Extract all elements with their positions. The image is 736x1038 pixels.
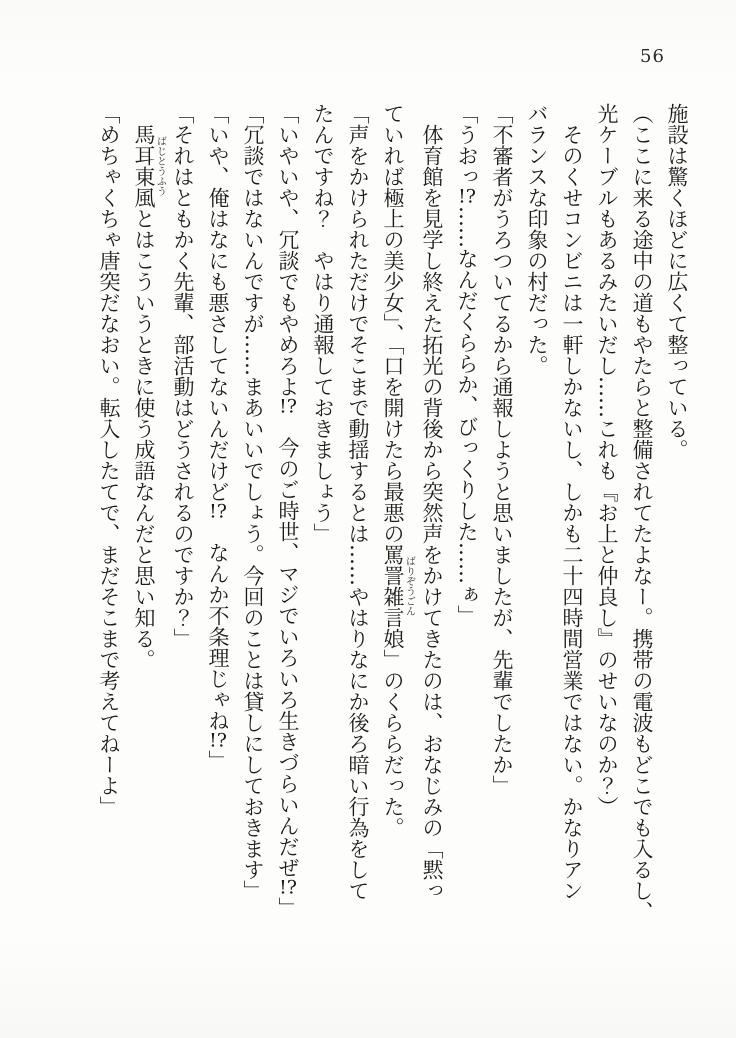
text-line: 「不審者がうろついてるから通報しようと思いましたが、先輩でしたか」 xyxy=(490,103,514,796)
text-line: バランスな印象の村だった。 xyxy=(525,103,549,376)
text-block xyxy=(91,103,694,951)
tatechuyoko-exclamation-question: !? xyxy=(279,397,297,416)
text-line: 「いやいや、冗談でもやめろよ!? 今のご時世、マジでいろいろ生きづらいんだぜ!?」 xyxy=(276,103,300,918)
text-line: （ここに来る途中の道もやたらと整備されてたよなー。携帯の電波もどこでも入るし、 xyxy=(630,103,654,922)
text-line: 「声をかけられただけでそこまで動揺するとは……やはりなにか後ろ暗い行為をして xyxy=(346,103,370,901)
text-line: ていれば極上の美少女」、「口を開けたら最悪の罵詈雑言ばりぞうごん娘」のくららだった。 xyxy=(381,103,415,838)
text-line: 「いや、俺はなにも悪さしてないんだけど!? なんか不条理じゃね!?」 xyxy=(206,103,230,771)
ruby-annotated-text: 罵詈雑言ばりぞうごん xyxy=(381,544,415,628)
tatechuyoko-exclamation-question: !? xyxy=(209,731,227,750)
text-line: 馬耳東風ばじとうふうとはこういうときに使う成語なんだと思い知る。 xyxy=(132,124,166,670)
text-line: 光ケーブルもあるみたいだし……これも『お上と仲良し』のせいなのか？） xyxy=(595,103,619,817)
text-line: たんですね？ やはり通報しておきましょう」 xyxy=(311,103,335,544)
ruby-annotated-text: 馬耳東風ばじとうふう xyxy=(132,124,166,208)
tatechuyoko-exclamation-question: !? xyxy=(279,878,297,897)
tatechuyoko-exclamation-question: !? xyxy=(209,502,227,521)
text-line: 施設は驚くほどに広くて整っている。 xyxy=(665,103,689,460)
text-line: 「それはともかく先輩、部活動はどうされるのですか？」 xyxy=(171,103,195,649)
text-line: そのくせコンビニは一軒しかないし、しかも二十四時間営業ではない。かなりアン xyxy=(560,103,584,901)
page-number: 56 xyxy=(640,46,665,67)
text-line: 体育館を見学し終えた拓光の背後から突然声をかけてきたのは、おなじみの「黙っ xyxy=(420,103,444,901)
text-line: 「冗談ではないんですが……まあいいでしょう。今回のことは貸しにしておきます」 xyxy=(241,103,265,901)
text-line: 「めちゃくちゃ唐突だなおい。転入したてで、まだそこまで考えてねーよ」 xyxy=(97,103,121,817)
tatechuyoko-exclamation-question: !? xyxy=(458,187,476,206)
text-line: 「うおっ!?……なんだくららか、びっくりした……ぁ」 xyxy=(455,103,479,626)
